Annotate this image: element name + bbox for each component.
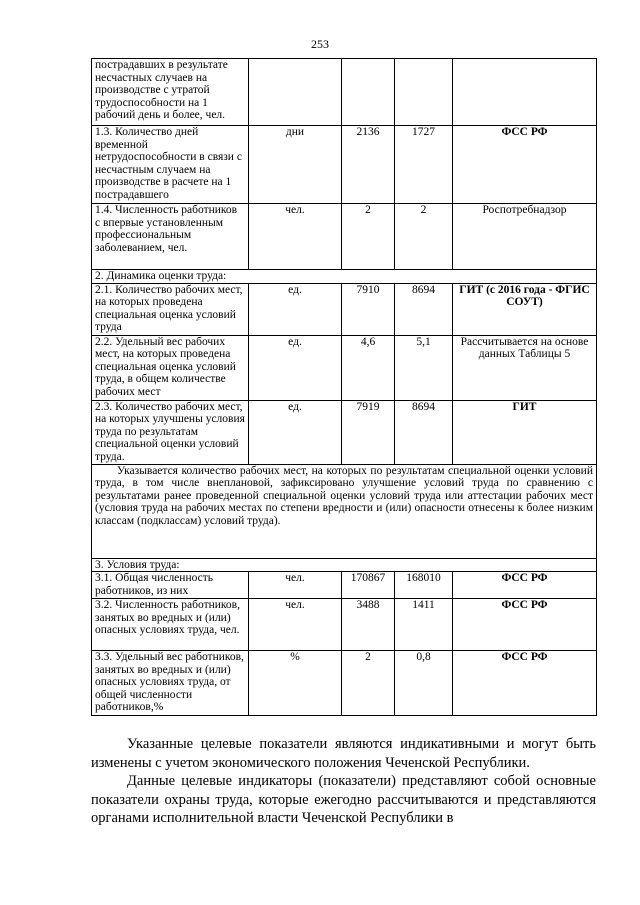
table-row (92, 400, 597, 464)
note-text: Указывается количество рабочих мест, на которых по результатам специальной оценки условий труда, в том числе внеплановой, зафиксировано улучшение условий труда по сравнению с результатами ранее проведенной специальной оценки условий труда или аттестации рабочих мест (условия труда на рабочих местах по степени вредности и (или) опасности отнесены к более низким классам (подклассам) условий труда). (95, 464, 593, 527)
section-heading: 2. Динамика оценки труда: (92, 270, 597, 284)
value-cell: 1727 (395, 126, 453, 204)
indicator-cell: 3.1. Общая численность работников, из них (92, 572, 249, 599)
note-cell (92, 464, 597, 558)
source-cell (453, 59, 597, 126)
value-cell (395, 59, 453, 126)
source-cell: ГИТ (с 2016 года - ФГИС СОУТ) (453, 283, 597, 335)
unit-cell: чел. (249, 599, 342, 651)
indicator-cell: 3.2. Численность работников, занятых во вредных и (или) опасных условиях труда, чел. (92, 599, 249, 651)
body-text (91, 735, 596, 828)
source-cell: ГИТ (453, 400, 597, 464)
indicator-cell: 2.2. Удельный вес рабочих мест, на которых проведена специальная оценка условий труда, в общем количестве рабочих мест (92, 335, 249, 400)
table-row (92, 572, 597, 599)
table-row (92, 126, 597, 204)
table-row (92, 59, 597, 126)
source-cell: Роспотребнадзор (453, 204, 597, 270)
value-cell: 168010 (395, 572, 453, 599)
value-cell: 2 (342, 651, 395, 716)
value-cell: 5,1 (395, 335, 453, 400)
indicator-cell: 2.3. Количество рабочих мест, на которых улучшены условия труда по результатам специальной оценки условий труда. (92, 400, 249, 464)
value-cell: 3488 (342, 599, 395, 651)
value-cell: 8694 (395, 400, 453, 464)
section-row (92, 558, 597, 572)
value-cell: 8694 (395, 283, 453, 335)
table-row (92, 599, 597, 651)
page-number: 253 (311, 37, 329, 51)
indicator-cell: пострадавших в результате несчастных случаев на производстве с утратой трудоспособности на 1 рабочий день и более, чел. (92, 59, 249, 126)
value-cell: 2 (395, 204, 453, 270)
indicator-cell: 2.1. Количество рабочих мест, на которых проведена специальная оценка условий труда (92, 283, 249, 335)
value-cell: 0,8 (395, 651, 453, 716)
table-row (92, 204, 597, 270)
section-heading: 3. Условия труда: (92, 558, 597, 572)
note-row (92, 464, 597, 558)
indicator-cell: 1.3. Количество дней временной нетрудоспособности в связи с несчастным случаем на производстве в расчете на 1 пострадавшего (92, 126, 249, 204)
unit-cell: чел. (249, 572, 342, 599)
value-cell: 2 (342, 204, 395, 270)
unit-cell: ед. (249, 335, 342, 400)
source-cell: ФСС РФ (453, 599, 597, 651)
value-cell: 1411 (395, 599, 453, 651)
paragraph: Данные целевые индикаторы (показатели) представляют собой основные показатели охраны труда, которые ежегодно рассчитываются и представляются органами исполнительной власти Чеченской Республики в (91, 773, 596, 826)
table-row (92, 335, 597, 400)
indicator-cell: 3.3. Удельный вес работников, занятых во вредных и (или) опасных условиях труда, от общей численности работников,% (92, 651, 249, 716)
source-cell: ФСС РФ (453, 651, 597, 716)
unit-cell: ед. (249, 283, 342, 335)
unit-cell: % (249, 651, 342, 716)
value-cell: 4,6 (342, 335, 395, 400)
value-cell: 7919 (342, 400, 395, 464)
table-row (92, 651, 597, 716)
source-cell: ФСС РФ (453, 126, 597, 204)
value-cell: 7910 (342, 283, 395, 335)
unit-cell: дни (249, 126, 342, 204)
value-cell: 2136 (342, 126, 395, 204)
indicator-cell: 1.4. Численность работников с впервые установленным профессиональным заболеванием, чел. (92, 204, 249, 270)
value-cell (342, 59, 395, 126)
section-row (92, 270, 597, 284)
unit-cell: чел. (249, 204, 342, 270)
indicators-table (91, 58, 597, 716)
value-cell: 170867 (342, 572, 395, 599)
source-cell: ФСС РФ (453, 572, 597, 599)
source-cell: Рассчитывается на основе данных Таблицы 5 (453, 335, 597, 400)
unit-cell (249, 59, 342, 126)
paragraph: Указанные целевые показатели являются индикативными и могут быть изменены с учетом экономического положения Чеченской Республики. (91, 736, 596, 771)
unit-cell: ед. (249, 400, 342, 464)
table-row (92, 283, 597, 335)
